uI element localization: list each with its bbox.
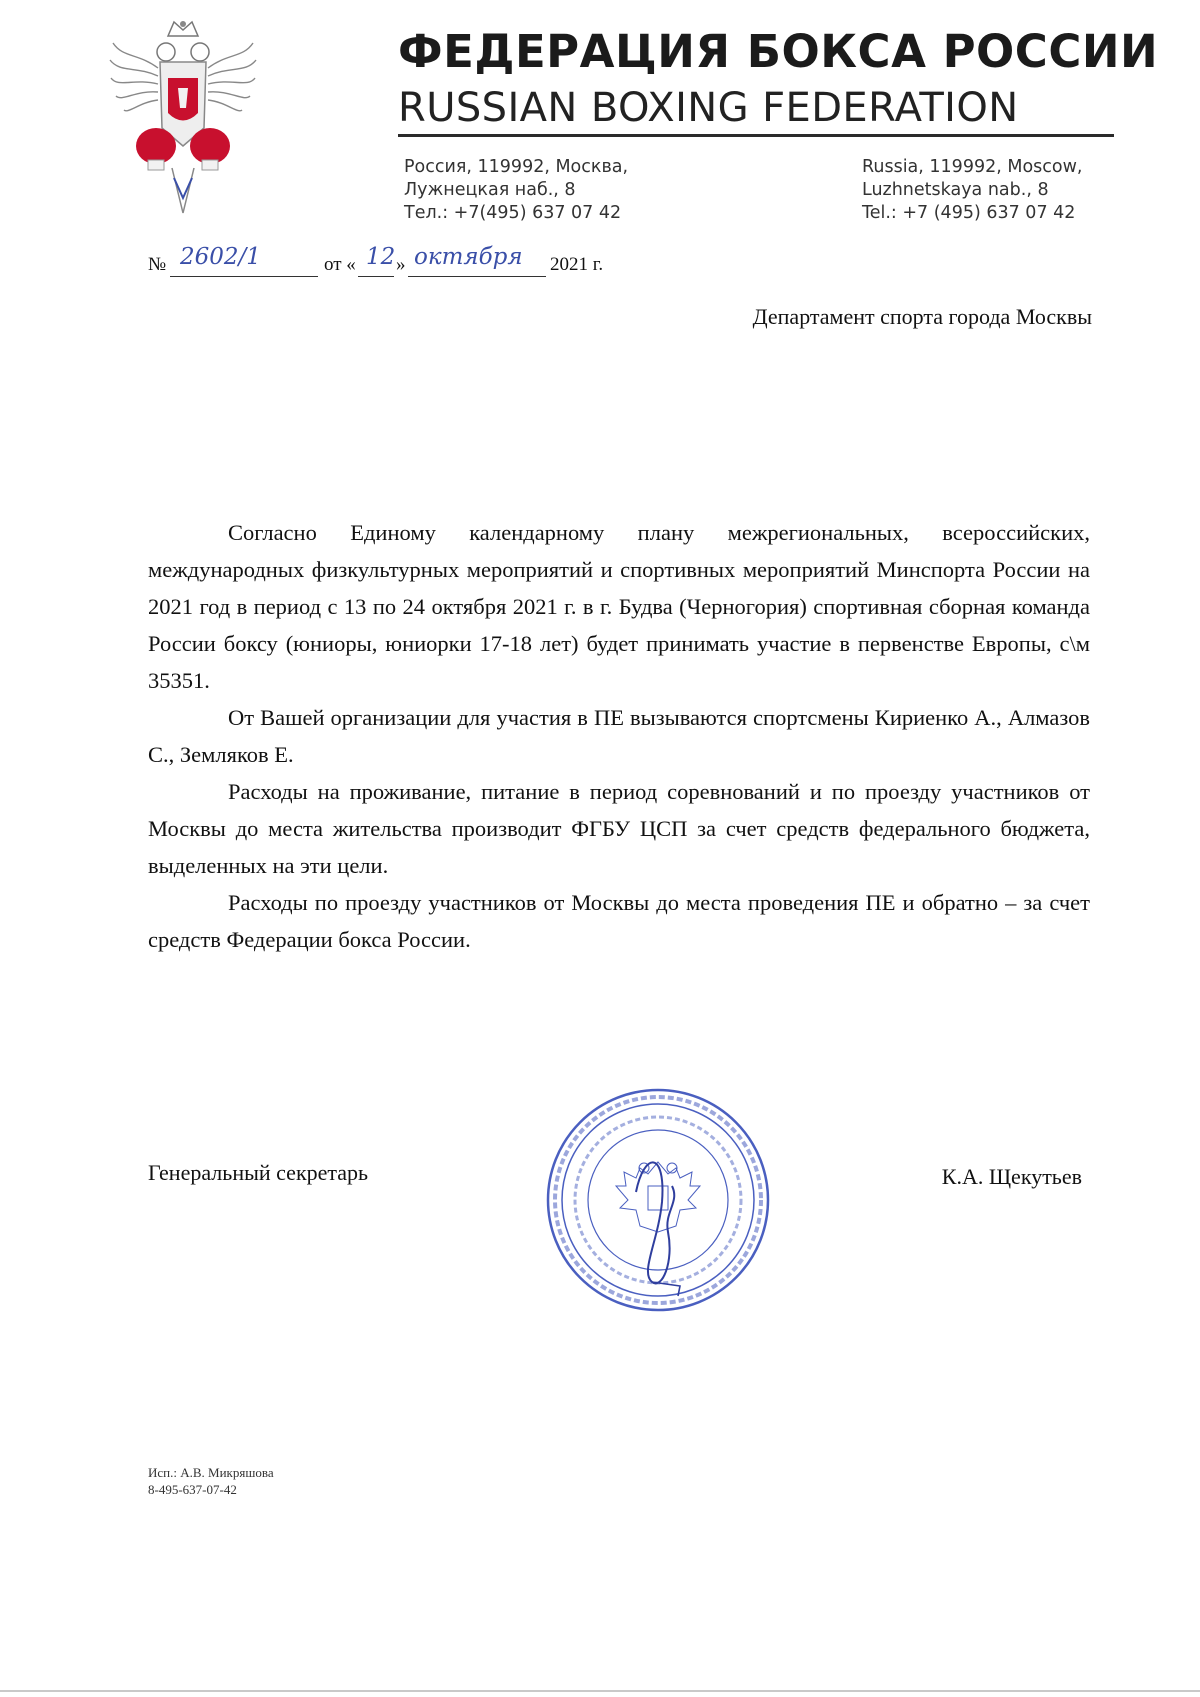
address-ru-phone: Тел.: +7(495) 637 07 42	[404, 203, 622, 223]
body-paragraph-3: Расходы на проживание, питание в период соревнований и по проезду участников от Москвы до места жительства производит ФГБУ ЦСП за счет средств федерального бюджета, выделенных на эти цели.	[148, 779, 1090, 878]
date-from-label: от «	[324, 254, 356, 275]
federation-title-ru: ФЕДЕРАЦИЯ БОКСА РОССИИ	[398, 25, 1159, 78]
address-en-phone: Tel.: +7 (495) 637 07 42	[862, 203, 1076, 223]
page-bottom-edge	[0, 1690, 1200, 1692]
address-ru	[404, 156, 628, 225]
month-underline	[408, 276, 546, 277]
signatory-name: К.А. Щекутьев	[941, 1164, 1082, 1189]
recipient: Департамент спорта города Москвы	[752, 304, 1092, 329]
header-divider	[398, 134, 1114, 137]
body-paragraph-1: Согласно Единому календарному плану межрегиональных, всероссийских, международных физкультурных мероприятий и спортивных мероприятий Минспорта России на 2021 год в период с 13 по 24 октября 2021 г. в г. Будва (Черногория) спортивная сборная команда России боксу (юниоры, юниорки 17-18 лет) будет принимать участие в первенстве Европы, с\м 35351.	[148, 520, 1090, 693]
date-day: 12	[366, 244, 396, 270]
federation-title-en: RUSSIAN BOXING FEDERATION	[398, 85, 1019, 131]
organization-seal-icon	[540, 1082, 776, 1318]
letter-body	[148, 514, 1090, 958]
address-en	[862, 156, 1082, 225]
day-underline	[358, 276, 394, 277]
reference-line	[148, 244, 668, 278]
date-day-close: »	[396, 254, 406, 275]
date-year: 2021 г.	[550, 254, 604, 275]
address-en-line2: Luzhnetskaya nab., 8	[862, 180, 1049, 200]
executor-name: Исп.: А.В. Микряшова	[148, 1465, 274, 1480]
date-month: октября	[414, 244, 523, 270]
executor-phone: 8-495-637-07-42	[148, 1482, 237, 1497]
address-en-line1: Russia, 119992, Moscow,	[862, 157, 1083, 177]
address-ru-line1: Россия, 119992, Москва,	[404, 157, 629, 177]
body-paragraph-2: От Вашей организации для участия в ПЕ вызываются спортсмены Кириенко А., Алмазов С., Земляков Е.	[148, 705, 1090, 767]
federation-emblem-icon	[108, 18, 258, 218]
number-underline	[170, 276, 318, 277]
reference-number: 2602/1	[180, 244, 261, 270]
body-paragraph-4: Расходы по проезду участников от Москвы до места проведения ПЕ и обратно – за счет средств Федерации бокса России.	[148, 890, 1090, 952]
address-ru-line2: Лужнецкая наб., 8	[404, 180, 576, 200]
executor-info	[148, 1464, 274, 1498]
number-label: №	[148, 254, 167, 275]
signatory-title: Генеральный секретарь	[148, 1160, 369, 1185]
